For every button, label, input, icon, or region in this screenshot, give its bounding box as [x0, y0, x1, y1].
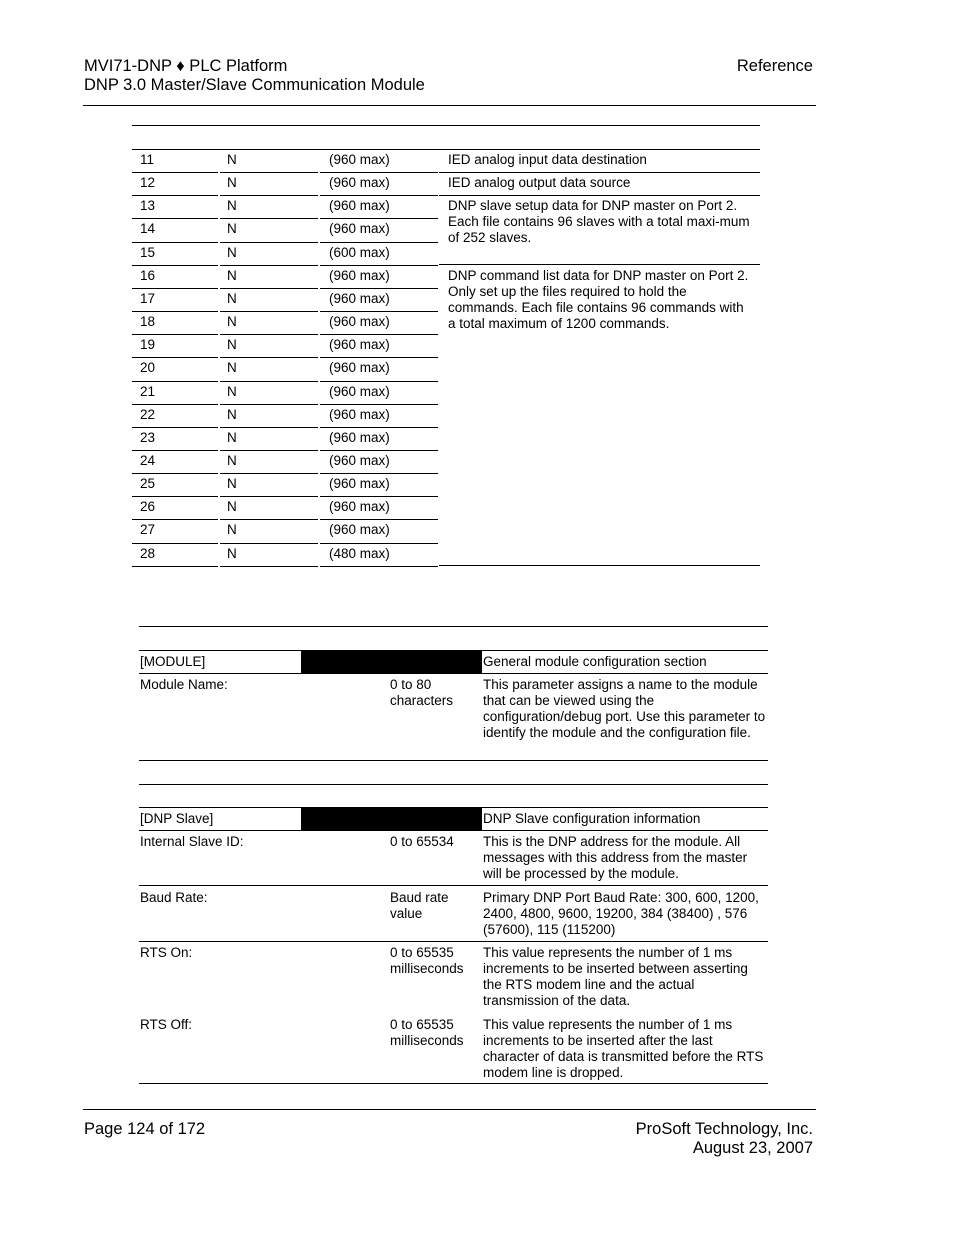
file-type-cell: N [227, 406, 237, 422]
file-type-cell: N [227, 545, 237, 561]
file-size-cell: (960 max) [329, 522, 390, 538]
shaded-cell [301, 808, 482, 830]
file-file-cell: 25 [140, 476, 156, 492]
file-desc: DNP slave setup data for DNP master on Port 2. Each file contains 96 slaves with a total maxi-mum of 252 slaves. [448, 198, 750, 245]
file-type-cell: N [227, 429, 237, 445]
param-name: Module Name: [140, 677, 228, 692]
footer-rule [83, 1109, 816, 1110]
section-title: Reference [736, 57, 813, 75]
file-type-cell: N [227, 499, 237, 515]
file-file-cell: 14 [140, 221, 156, 237]
file-size-cell: (600 max) [329, 244, 390, 260]
section-desc: General module configuration section [483, 654, 707, 669]
file-file-cell: 16 [140, 267, 156, 283]
file-file-cell: 11 [140, 152, 155, 167]
param-desc: This value represents the number of 1 ms increments to be inserted between asserting the RTS modem line and the actual transmission of the data. [483, 945, 748, 1008]
file-file-cell: 23 [140, 429, 156, 445]
file-size-cell: (960 max) [329, 175, 390, 191]
section-name: [MODULE] [140, 654, 206, 669]
file-type-cell: N [227, 314, 237, 330]
param-name: Internal Slave ID: [140, 834, 244, 849]
file-size-cell: (960 max) [329, 406, 390, 422]
param-desc: This is the DNP address for the module. All messages with this address from the master will be processed by the module. [483, 834, 748, 881]
file-type-cell: N [227, 452, 237, 468]
file-type-cell: N [227, 267, 237, 283]
param-desc: This parameter assigns a name to the module that can be viewed using the configuration/debug port. Use this parameter to identify the module and the configuration file. [483, 677, 766, 740]
file-type-cell: N [227, 383, 237, 399]
param-range: 0 to 65535 milliseconds [390, 945, 464, 976]
param-desc: This value represents the number of 1 ms increments to be inserted after the last character of data is transmitted before the RTS modem line is dropped. [483, 1017, 764, 1080]
file-size-cell: (960 max) [329, 476, 390, 492]
doc-title: MVI71-DNP ♦ PLC Platform [84, 57, 288, 75]
param-name: RTS On: [140, 945, 193, 960]
file-file-cell: 12 [140, 175, 156, 191]
file-size-cell: (960 max) [329, 499, 390, 515]
file-file-cell: 20 [140, 360, 156, 376]
file-size-cell: (960 max) [329, 221, 390, 237]
file-file-cell: 13 [140, 198, 156, 214]
file-type-cell: N [227, 290, 237, 306]
param-range: Baud rate value [390, 890, 449, 921]
doc-date: August 23, 2007 [692, 1139, 813, 1157]
section-name: [DNP Slave] [140, 811, 214, 826]
file-size-cell: (480 max) [329, 545, 390, 561]
file-type-cell: N [227, 152, 237, 167]
file-desc: IED analog input data destination [448, 152, 647, 167]
file-type-cell: N [227, 476, 237, 492]
file-type-cell: N [227, 337, 237, 353]
param-name: RTS Off: [140, 1017, 193, 1032]
param-desc: Primary DNP Port Baud Rate: 300, 600, 1200, 2400, 4800, 9600, 19200, 384 (38400) , 576 (57600), 115 (115200) [483, 890, 759, 937]
param-range: 0 to 65534 [390, 834, 454, 849]
section-desc: DNP Slave configuration information [483, 811, 701, 826]
file-size-cell: (960 max) [329, 360, 390, 376]
file-desc: IED analog output data source [448, 175, 631, 190]
file-size-cell: (960 max) [329, 337, 390, 353]
file-file-cell: 18 [140, 314, 156, 330]
file-type-cell: N [227, 522, 237, 538]
file-file-cell: 27 [140, 522, 156, 538]
file-type-cell: N [227, 221, 237, 237]
file-size-cell: (960 max) [329, 198, 390, 214]
file-file-cell: 22 [140, 406, 156, 422]
company-name: ProSoft Technology, Inc. [635, 1120, 813, 1138]
file-type-cell: N [227, 360, 237, 376]
file-size-cell: (960 max) [329, 290, 390, 306]
file-size-cell: (960 max) [329, 383, 390, 399]
table-top-rule [139, 784, 768, 785]
file-file-cell: 28 [140, 545, 156, 561]
file-file-cell: 21 [140, 383, 156, 399]
param-range: 0 to 65535 milliseconds [390, 1017, 464, 1048]
file-desc: DNP command list data for DNP master on Port 2. Only set up the files required to hold the commands. Each file contains 96 commands with a total maximum of 1200 commands. [448, 268, 749, 331]
file-size-cell: (960 max) [329, 452, 390, 468]
file-size-cell: (960 max) [329, 314, 390, 330]
file-file-cell: 15 [140, 244, 156, 260]
file-type-cell: N [227, 175, 237, 191]
file-type-cell: N [227, 244, 237, 260]
file-file-cell: 19 [140, 337, 156, 353]
file-size-cell: (960 max) [329, 429, 390, 445]
doc-subtitle: DNP 3.0 Master/Slave Communication Module [84, 76, 425, 94]
param-range: 0 to 80 characters [390, 677, 454, 708]
file-file-cell: 17 [140, 290, 156, 306]
file-file-cell: 24 [140, 452, 156, 468]
param-name: Baud Rate: [140, 890, 208, 905]
file-file-cell: 26 [140, 499, 156, 515]
file-size-cell: (960 max) [329, 267, 390, 283]
file-type-cell: N [227, 198, 237, 214]
page-number: Page 124 of 172 [84, 1120, 206, 1138]
file-size-cell: (960 max) [329, 152, 390, 167]
